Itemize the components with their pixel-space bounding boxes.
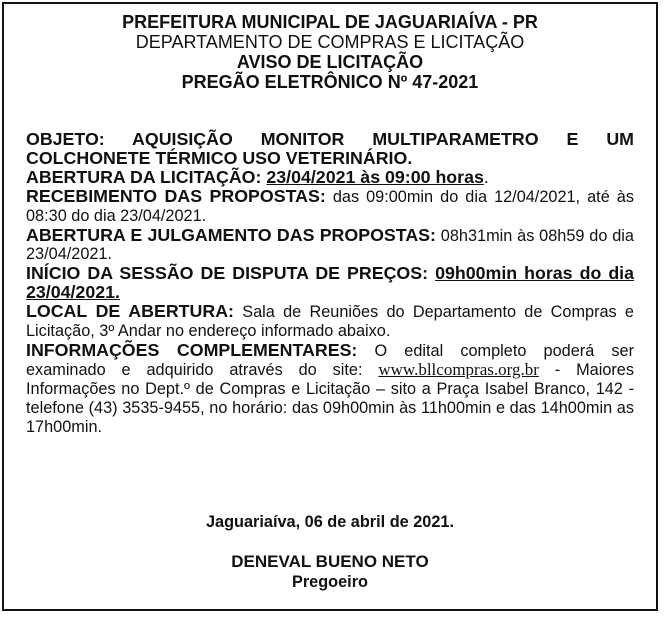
abertura-value: 23/04/2021 às 09:00 horas — [266, 166, 484, 187]
local-label: LOCAL DE ABERTURA: — [26, 301, 234, 322]
notice-frame — [2, 2, 658, 611]
julgamento-text: 08h31min às 08h59 do dia 23/04/2021. — [26, 226, 634, 264]
header-municipality: PREFEITURA MUNICIPAL DE JAGUARIAÍVA - PR — [122, 12, 538, 32]
objeto-text: AQUISIÇÃO MONITOR MULTIPARAMETRO E UM COLCHONETE TÉRMICO USO VETERINÁRIO. — [26, 129, 634, 168]
local-text: Sala de Reuniões do Departamento de Compras e Licitação, 3º Andar no endereço informado abaixo. — [26, 303, 634, 341]
julgamento-label: ABERTURA E JULGAMENTO DAS PROPOSTAS: — [26, 224, 436, 245]
recebimento-label: RECEBIMENTO DAS PROPOSTAS: — [26, 185, 326, 206]
abertura-label: ABERTURA DA LICITAÇÃO: — [26, 166, 262, 187]
header-auction-number: PREGÃO ELETRÔNICO Nº 47-2021 — [181, 72, 479, 92]
header-notice-title: AVISO DE LICITAÇÃO — [236, 52, 424, 72]
footer-date: Jaguariaíva, 06 de abril de 2021. — [206, 513, 454, 531]
disputa-value: 09h00min horas do dia 23/04/2021. — [26, 263, 635, 303]
notice-footer — [4, 512, 656, 592]
notice-body — [26, 130, 634, 437]
section-disputa — [26, 264, 634, 302]
header-department: DEPARTAMENTO DE COMPRAS E LICITAÇÃO — [135, 32, 525, 52]
signer-role: Pregoeiro — [291, 573, 368, 591]
site-link[interactable]: www.bllcompras.org.br — [378, 359, 539, 379]
section-julgamento — [26, 226, 634, 265]
section-local — [26, 302, 634, 341]
abertura-suffix: . — [483, 166, 489, 187]
section-abertura — [26, 168, 634, 187]
info-text-before: O edital completo poderá ser examinado e adquirido através do site: — [26, 341, 634, 379]
info-text-after: - Maiores Informações no Dept.º de Compras e Licitação – sito a Praça Isabel Branco, 142 - telefone (43) 3535-9455, no horário: das 09h00min às 11h00min e das 14h00min as 17h00min. — [26, 360, 634, 436]
recebimento-text: das 09:00min do dia 12/04/2021, até às 08:30 do dia 23/04/2021. — [26, 187, 634, 225]
disputa-label: INÍCIO DA SESSÃO DE DISPUTA DE PREÇOS: — [26, 263, 429, 284]
signer-name: DENEVAL BUENO NETO — [231, 552, 429, 571]
section-info — [26, 341, 634, 437]
objeto-label: OBJETO: — [26, 129, 105, 149]
info-label: INFORMAÇÕES COMPLEMENTARES: — [26, 339, 358, 360]
section-recebimento — [26, 187, 634, 226]
notice-header — [4, 12, 656, 92]
section-objeto — [26, 130, 634, 168]
